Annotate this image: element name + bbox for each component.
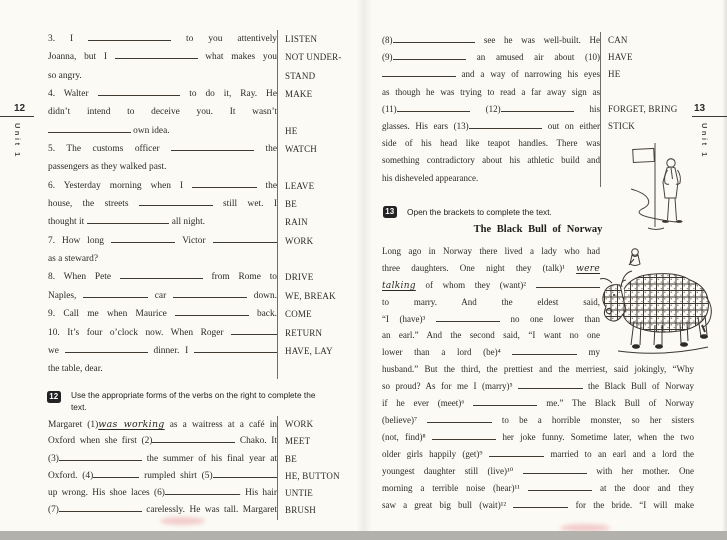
- sentence-line: house, the streets still wet. I: [48, 199, 277, 210]
- verb-hint: STAND: [277, 67, 360, 85]
- exercise13-instruction: Open the brackets to complete the text.: [407, 207, 552, 217]
- verb-hint: MAKE: [277, 85, 360, 103]
- verb-hint: WORK: [277, 232, 360, 250]
- text-line-row: [382, 49, 690, 66]
- story-line: (not, find)⁸ her joke funny. Sometime later, when the two: [382, 431, 694, 442]
- story-line: three daughters. One night they (talk)¹ were: [382, 262, 600, 274]
- text-line-row: [382, 260, 600, 277]
- scan-smudge: [160, 517, 205, 525]
- text-line-row: [48, 250, 360, 268]
- text-line-row: [382, 446, 694, 463]
- verb-hint: [277, 158, 360, 176]
- sentence-line: glasses. His ears (13) out on either: [382, 120, 600, 131]
- exercise13-badge: 13: [383, 206, 397, 218]
- sentence-line: own idea.: [48, 122, 277, 140]
- verb-hint: COME: [277, 305, 360, 323]
- sentence-line: 7. How long Victor: [48, 232, 277, 250]
- text-line-row: [382, 101, 690, 118]
- text-line-row: [382, 294, 600, 311]
- text-line-row: [48, 140, 360, 158]
- text-line-row: [48, 305, 360, 323]
- text-line-row: [48, 30, 360, 48]
- exercise12-badge: 12: [47, 391, 61, 403]
- exercise12-instruction: [71, 390, 361, 413]
- scan-edge-right: [722, 0, 727, 540]
- story-line: (believe)⁷ to be a horrible monster, so her sisters: [382, 414, 695, 425]
- text-line-row: [48, 177, 360, 195]
- sentence-line: thought it all night.: [48, 217, 206, 228]
- text-line-row: [382, 395, 694, 412]
- sentence-line: and a way of narrowing his eyes: [382, 66, 600, 83]
- verb-hint: WE, BREAK: [277, 287, 360, 305]
- text-line-row: [48, 268, 360, 286]
- verb-hint: [277, 360, 360, 378]
- text-line-row: [382, 429, 694, 446]
- text-line-row: [382, 311, 600, 328]
- sentence-line: 8. When Pete from Rome to: [48, 272, 277, 283]
- sentence-line: 4. Walter to do it, Ray. He: [48, 89, 277, 100]
- story-line: saw a great big bull (wait)¹² for the bride. “I will make: [382, 499, 694, 510]
- text-line-row: [48, 485, 360, 502]
- sentence-line: his disheveled appearance.: [382, 172, 479, 183]
- sentence-line: (8) see he was well-built. He: [382, 35, 600, 45]
- sentence-line: Naples, car down.: [48, 290, 277, 301]
- verb-hint: RAIN: [277, 213, 360, 231]
- text-line-row: [382, 277, 600, 294]
- sentence-line: 10. It’s four o’clock now. When Roger: [48, 324, 277, 342]
- verb-hint: HAVE, LAY: [277, 342, 360, 360]
- verb-hint: STICK: [600, 118, 690, 135]
- sentence-line: the table, dear.: [48, 364, 103, 375]
- verb-hint: HE: [277, 122, 360, 140]
- sentence-line: 3. I to you attentively: [48, 34, 277, 44]
- sentence-line: side of his head like teapot handles. There was: [382, 138, 600, 149]
- text-line-row: [48, 213, 360, 231]
- story-wide-lines: [382, 361, 694, 513]
- story-line: morning a terrible noise (hear)¹¹ at the door and they: [382, 482, 695, 493]
- sentence-line: (11) (12) his: [382, 103, 600, 114]
- story-line: to marry. And the eldest said,: [382, 296, 600, 307]
- story-title: The Black Bull of Norway: [473, 224, 603, 235]
- text-line-row: [382, 118, 690, 135]
- story-line: youngest daughter still (live)¹⁰ with her mother. One: [382, 465, 694, 476]
- text-line-row: [48, 360, 360, 378]
- page-right: [363, 0, 727, 540]
- text-line-row: [48, 287, 360, 305]
- page-number-left: 12: [14, 103, 26, 114]
- story-narrow-lines: [382, 243, 600, 361]
- sentence-line: so angry.: [48, 70, 82, 81]
- text-line-row: [48, 195, 360, 213]
- verb-hint: BRUSH: [277, 502, 360, 519]
- verb-hint: [277, 250, 360, 268]
- text-line-row: [48, 67, 360, 85]
- sentence-line: Margaret (1)was working as a waitress at a café in: [48, 419, 277, 430]
- sentence-line: Joanna, but I what makes you: [48, 52, 277, 63]
- verb-hint: DRIVE: [277, 268, 360, 286]
- text-line-row: [382, 378, 694, 395]
- verb-hint: HE, BUTTON: [277, 468, 360, 485]
- verb-hint: LISTEN: [277, 30, 360, 48]
- text-line-row: [382, 84, 690, 101]
- text-line-row: [48, 468, 360, 485]
- text-line-row: [48, 48, 360, 66]
- instruction-line: text.: [71, 401, 87, 412]
- story-line: so proud? As for me I (marry)⁵ the Black Bull of Norway: [382, 380, 695, 391]
- text-line-row: [382, 66, 690, 83]
- story-line: an earl.” And the second said, “I want no one: [382, 330, 600, 341]
- text-line-row: [48, 433, 360, 450]
- tab-rule-left: [0, 116, 34, 117]
- sentence-line: as a steward?: [48, 254, 98, 265]
- text-line-row: [48, 416, 360, 433]
- page-number-right: 13: [694, 103, 706, 114]
- unit-label-right: Unit 1: [700, 123, 709, 159]
- sentence-line: (3) the summer of his final year at: [48, 453, 277, 464]
- text-line-row: [48, 103, 360, 121]
- text-line-row: [382, 412, 694, 429]
- verb-hint: BE: [277, 195, 360, 213]
- unit-label-left: Unit 1: [13, 123, 22, 159]
- text-line-row: [48, 502, 360, 519]
- verb-hint: WATCH: [277, 140, 360, 158]
- text-line-row: [48, 451, 360, 468]
- sentence-line: (9) an amused air about (10): [382, 52, 600, 63]
- sentence-line: something contradictory about his athletic build and: [382, 155, 600, 166]
- verb-hint: HAVE: [600, 49, 690, 66]
- text-line-row: [382, 32, 690, 49]
- exercise11-lines: [48, 30, 360, 379]
- verb-hint: [277, 103, 360, 121]
- story-line: “I (have)³ no one lower than: [382, 313, 600, 324]
- text-line-row: [48, 232, 360, 250]
- text-line-row: [48, 158, 360, 176]
- verb-hint: BE: [277, 451, 360, 468]
- text-line-row: [48, 122, 360, 140]
- sentence-line: passengers as they walked past.: [48, 162, 167, 173]
- verb-hint: UNTIE: [277, 485, 360, 502]
- verb-hint: CAN: [600, 32, 690, 49]
- verb-hint: [600, 84, 690, 101]
- sentence-line: didn’t intend to deceive you. It wasn’t: [48, 107, 277, 118]
- sentence-line: as though he was trying to read a far away sign as: [382, 86, 600, 97]
- instruction-line: Use the appropriate forms of the verbs on the right to complete the: [71, 390, 316, 400]
- sentence-line: 6. Yesterday morning when I the: [48, 180, 277, 191]
- sentence-line: 5. The customs officer the: [48, 144, 277, 155]
- sentence-line: we dinner. I: [48, 342, 277, 360]
- verb-hint: FORGET, BRING: [600, 101, 690, 118]
- story-line: talking of whom they (want)²: [382, 277, 600, 295]
- verb-hint: RETURN: [277, 324, 360, 342]
- verb-hint: NOT UNDER-: [277, 48, 360, 66]
- page-fold-shadow: [356, 0, 372, 540]
- text-line-row: [382, 497, 694, 514]
- story-line: husband.” But the third, the prettiest and the merriest, said jokingly, “Why: [382, 364, 694, 374]
- verb-hint: MEET: [277, 433, 360, 450]
- text-line-row: [48, 342, 360, 360]
- page-left: [0, 0, 363, 540]
- text-line-row: [48, 324, 360, 342]
- verb-hint: HE: [600, 66, 690, 83]
- verb-hint: WORK: [277, 416, 360, 434]
- text-line-row: [382, 327, 600, 344]
- story-line: lower than a lord (be)⁴ my: [382, 347, 600, 358]
- signpost-man-illustration: [628, 140, 700, 235]
- sentence-line: (7) carelessly. He was tall. Margaret: [48, 505, 277, 516]
- scan-edge-bottom: [0, 531, 727, 540]
- sentence-line: Oxford when she first (2) Chako. It: [48, 436, 277, 447]
- story-line: Long ago in Norway there lived a lady who had: [382, 246, 600, 256]
- story-line: older girls happily (get)⁹ married to an earl and a lord the: [382, 448, 695, 459]
- story-line: if he ever (meet)⁶ me.” The Black Bull of Norway: [382, 397, 694, 408]
- text-line-row: [382, 361, 694, 378]
- verb-hint: LEAVE: [277, 177, 360, 195]
- sentence-line: 9. Call me when Maurice back.: [48, 309, 277, 320]
- sentence-line: Oxford. (4) rumpled shirt (5): [48, 468, 277, 485]
- text-line-row: [48, 85, 360, 103]
- text-line-row: [382, 344, 600, 361]
- text-line-row: [382, 243, 600, 260]
- black-bull-illustration: [598, 245, 720, 357]
- text-line-row: [382, 480, 694, 497]
- sentence-line: up wrong. His shoe laces (6) . His hair: [48, 488, 277, 499]
- text-line-row: [382, 463, 694, 480]
- exercise12-lines: [48, 416, 360, 520]
